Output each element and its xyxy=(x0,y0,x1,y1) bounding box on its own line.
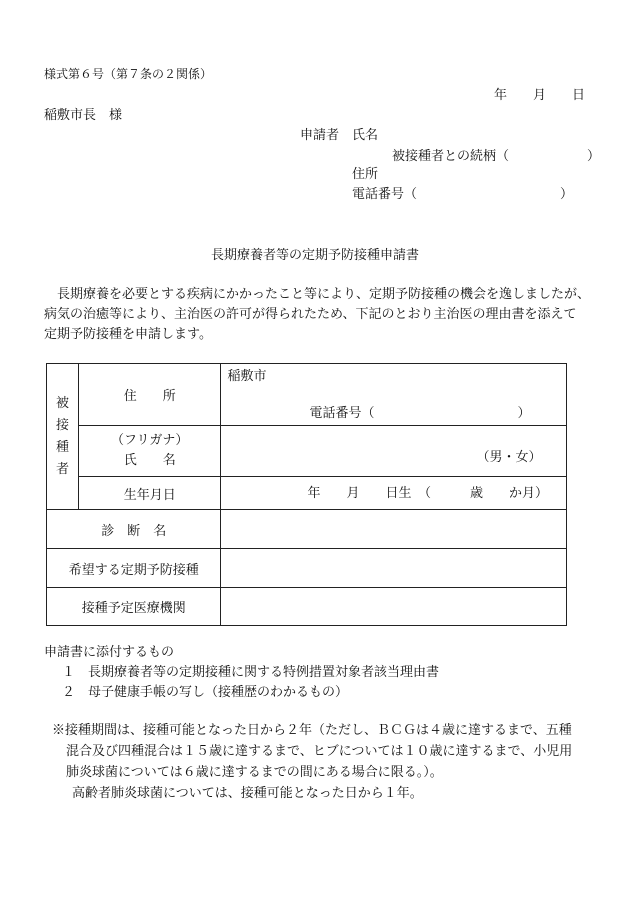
page-title: 長期療養者等の定期予防接種申請書 xyxy=(210,248,419,263)
diagnosis-label-cell xyxy=(47,510,221,549)
vertical-label-char: 接 xyxy=(55,417,69,433)
facility-value-cell[interactable] xyxy=(221,588,567,626)
attachments-heading: 申請書に添付するもの xyxy=(44,645,175,660)
furigana-label: （フリガナ） xyxy=(111,433,189,448)
facility-label-cell xyxy=(47,588,221,626)
name-label: 氏 名 xyxy=(123,453,176,468)
application-table xyxy=(46,363,567,626)
name-label-cell xyxy=(78,426,221,477)
applicant-label: 申請者 xyxy=(300,128,340,143)
form-number: 様式第６号（第７条の２関係） xyxy=(44,67,213,81)
addressee: 稲敷市長 様 xyxy=(44,108,123,123)
vertical-label-char: 種 xyxy=(55,439,69,455)
relation-label: 被接種者との続柄（ ） xyxy=(392,149,601,164)
vaccine-label-cell xyxy=(47,549,221,588)
dob-label-cell xyxy=(78,477,221,510)
body-text-line1: 長期療養を必要とする疾病にかかったこと等により、定期予防接種の機会を逸しましたが、 xyxy=(44,287,591,302)
diagnosis-value-cell[interactable] xyxy=(221,510,567,549)
attachment-item: １ 長期療養者等の定期接種に関する特例措置対象者該当理由書 xyxy=(62,665,440,680)
vaccine-label: 希望する定期予防接種 xyxy=(68,562,199,578)
facility-label: 接種予定医療機関 xyxy=(81,601,186,616)
name-value-cell[interactable] xyxy=(221,426,567,477)
dob-label: 生年月日 xyxy=(123,487,176,503)
diagnosis-label: 診 断 名 xyxy=(101,523,167,539)
vertical-label-char: 被 xyxy=(55,395,69,411)
applicant-name-label: 氏名 xyxy=(352,128,379,143)
applicant-phone-label: 電話番号（ ） xyxy=(352,187,574,202)
vaccine-value-cell[interactable] xyxy=(221,549,567,588)
vertical-label-char: 者 xyxy=(55,461,69,477)
note-line1: ※接種期間は、接種可能となった日から２年（ただし、ＢＣＧは４歳に達するまで、五種 xyxy=(52,723,572,738)
date-line: 年 月 日 xyxy=(494,88,586,103)
note-line2: 混合及び四種混合は１５歳に達するまで、ヒブについては１０歳に達するまで、小児用 xyxy=(66,744,573,759)
target-phone-label: 電話番号（ ） xyxy=(309,406,531,421)
body-text-line2: 病気の治癒等により、主治医の許可が得られたため、下記のとおり主治医の理由書を添えて xyxy=(44,307,577,322)
attachment-item: ２ 母子健康手帳の写し（接種歴のわかるもの） xyxy=(62,685,349,700)
dob-value: 年 月 日生 （ 歳 か月） xyxy=(307,486,548,501)
address-label: 住 所 xyxy=(123,389,176,404)
note-line4: 高齢者肺炎球菌については、接種可能となった日から１年。 xyxy=(72,786,423,801)
sex-option: （男・女） xyxy=(476,450,542,465)
address-value: 稲敷市 xyxy=(227,369,267,384)
body-text-line3: 定期予防接種を申請します。 xyxy=(44,327,212,342)
dob-value-cell[interactable] xyxy=(221,477,567,510)
note-line3: 肺炎球菌については６歳に達するまでの間にある場合に限る。）。 xyxy=(66,765,443,780)
address-value-cell[interactable] xyxy=(221,364,567,426)
vertical-label-cell xyxy=(47,364,79,510)
address-label-cell xyxy=(78,364,221,426)
applicant-address-label: 住所 xyxy=(352,167,379,182)
